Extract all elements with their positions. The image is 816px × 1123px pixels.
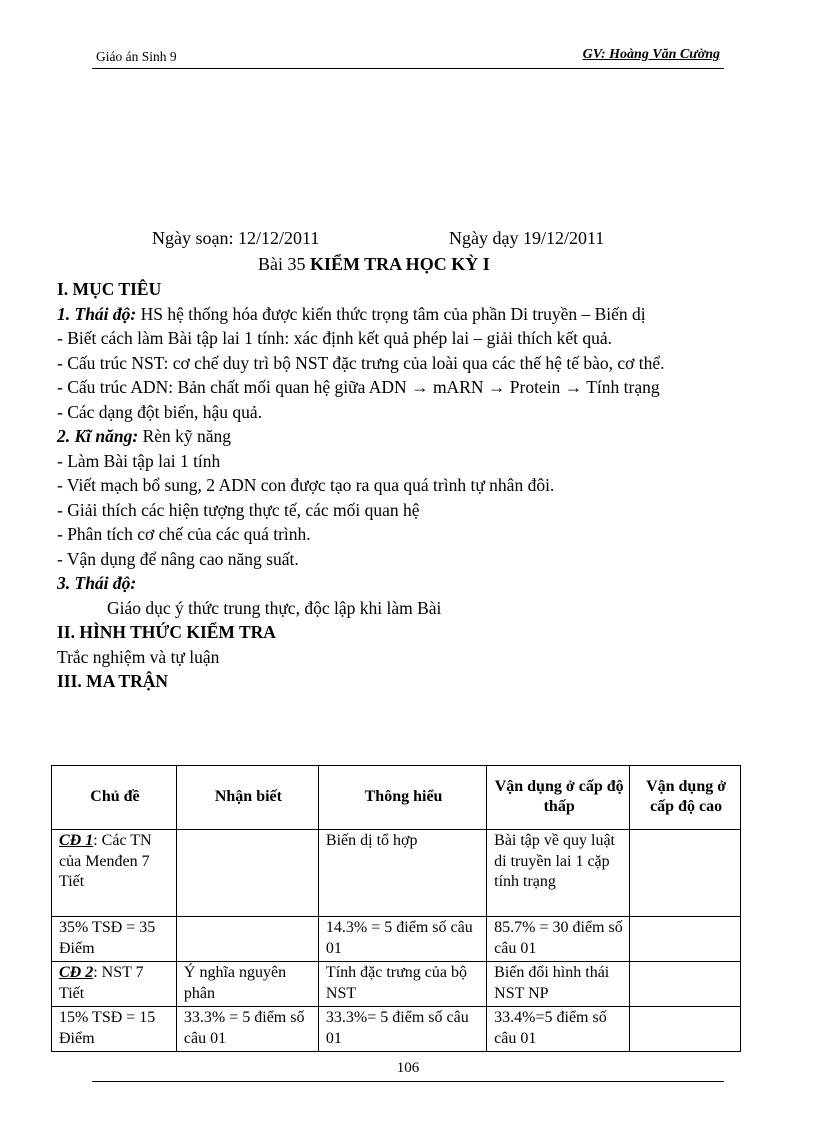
topic-text: : NST 7 Tiết xyxy=(59,964,144,1002)
table-cell xyxy=(630,1007,741,1052)
attitude2-label: 3. Thái độ: xyxy=(57,573,137,593)
table-cell xyxy=(630,830,741,917)
skill-item: - Viết mạch bổ sung, 2 ADN con được tạo ra qua quá trình tự nhân đôi. xyxy=(57,475,555,495)
lesson-name: KIỂM TRA HỌC KỲ I xyxy=(310,254,490,274)
table-cell: Ý nghĩa nguyên phân xyxy=(176,962,318,1007)
attitude2-text: Giáo dục ý thức trung thực, độc lập khi làm Bài xyxy=(107,597,442,618)
table-cell: Biến dị tổ hợp xyxy=(318,830,486,917)
attitude-text: HS hệ thống hóa được kiến thức trọng tâm của phần Di truyền – Biến dị xyxy=(136,303,646,324)
table-cell: 14.3% = 5 điểm số câu 01 xyxy=(318,917,486,962)
topic-cell xyxy=(52,830,177,917)
skill-item: - Giải thích các hiện tượng thực tế, các mối quan hệ xyxy=(57,499,420,520)
header-subject: Giáo án Sinh 9 xyxy=(96,49,177,64)
header-topic: Chủ đề xyxy=(52,766,177,830)
objective-item: - Cấu trúc ADN: Bản chất mối quan hệ giữa ADN → mARN → Protein → Tính trạng xyxy=(57,377,660,397)
header-teacher: GV: Hoàng Văn Cường xyxy=(582,47,720,62)
table-cell xyxy=(630,917,741,962)
lesson-title xyxy=(258,254,490,275)
table-row xyxy=(52,962,741,1007)
matrix-heading: III. MA TRẬN xyxy=(57,671,169,691)
skill-item: - Làm Bài tập lai 1 tính xyxy=(57,450,221,471)
skills-paragraph xyxy=(57,424,729,449)
table-cell: 33.3%= 5 điểm số câu 01 xyxy=(318,1007,486,1052)
form-text: Trắc nghiệm và tự luận xyxy=(57,646,220,667)
table-cell: 33.3% = 5 điểm số câu 01 xyxy=(176,1007,318,1052)
skill-item: - Vận dụng để nâng cao năng suất. xyxy=(57,548,299,569)
table-row xyxy=(52,917,741,962)
matrix-table xyxy=(51,765,741,1052)
table-cell: 33.4%=5 điểm số câu 01 xyxy=(487,1007,630,1052)
topic-cell xyxy=(52,962,177,1007)
topic-cell xyxy=(52,1007,177,1052)
objectives-heading: I. MỤC TIÊU xyxy=(57,279,162,299)
table-cell: 85.7% = 30 điểm số câu 01 xyxy=(487,917,630,962)
table-header-row xyxy=(52,766,741,830)
topic-text: 15% TSĐ = 15 Điểm xyxy=(59,1009,156,1047)
header-divider xyxy=(92,68,724,69)
attitude-paragraph xyxy=(57,302,729,327)
form-heading: II. HÌNH THỨC KIỂM TRA xyxy=(57,622,276,642)
table-row xyxy=(52,1007,741,1052)
taught-date: Ngày dạy 19/12/2011 xyxy=(449,228,605,248)
footer-divider xyxy=(92,1081,724,1082)
table-cell xyxy=(176,917,318,962)
topic-code: CĐ 2 xyxy=(59,964,94,981)
table-cell: Biến đổi hình thái NST NP xyxy=(487,962,630,1007)
objective-item: - Biết cách làm Bài tập lai 1 tính: xác định kết quả phép lai – giải thích kết quả. xyxy=(57,328,612,348)
table-cell xyxy=(630,962,741,1007)
topic-cell xyxy=(52,917,177,962)
skill-item: - Phân tích cơ chế của các quá trình. xyxy=(57,524,311,544)
table-row xyxy=(52,830,741,917)
skills-text: Rèn kỹ năng xyxy=(138,426,232,446)
header-apply-high: Vận dụng ở cấp độ cao xyxy=(630,766,741,830)
topic-text: 35% TSĐ = 35 Điểm xyxy=(59,919,156,957)
topic-code: CĐ 1 xyxy=(59,832,94,849)
header-apply-low: Vận dụng ở cấp độ thấp xyxy=(487,766,630,830)
objective-item: - Các dạng đột biến, hậu quả. xyxy=(57,401,263,422)
skills-label: 2. Kĩ năng: xyxy=(57,426,139,446)
header-understand: Thông hiểu xyxy=(318,766,486,830)
page-number: 106 xyxy=(396,1060,420,1076)
table-cell xyxy=(176,830,318,917)
objective-item: - Cấu trúc NST: cơ chế duy trì bộ NST đặc trưng của loài qua các thế hệ tế bào, cơ thể. xyxy=(57,352,665,373)
lesson-content xyxy=(57,277,729,694)
table-cell: Bài tập về quy luật di truyền lai 1 cặp tính trạng xyxy=(487,830,630,917)
header-recognize: Nhận biết xyxy=(176,766,318,830)
attitude-label: 1. Thái độ: xyxy=(57,303,137,324)
lesson-number: Bài 35 xyxy=(258,254,306,274)
topic-text: : Các TN của Menđen 7 Tiết xyxy=(59,832,152,890)
prepared-date: Ngày soạn: 12/12/2011 xyxy=(152,228,320,248)
table-cell: Tính đặc trưng của bộ NST xyxy=(318,962,486,1007)
